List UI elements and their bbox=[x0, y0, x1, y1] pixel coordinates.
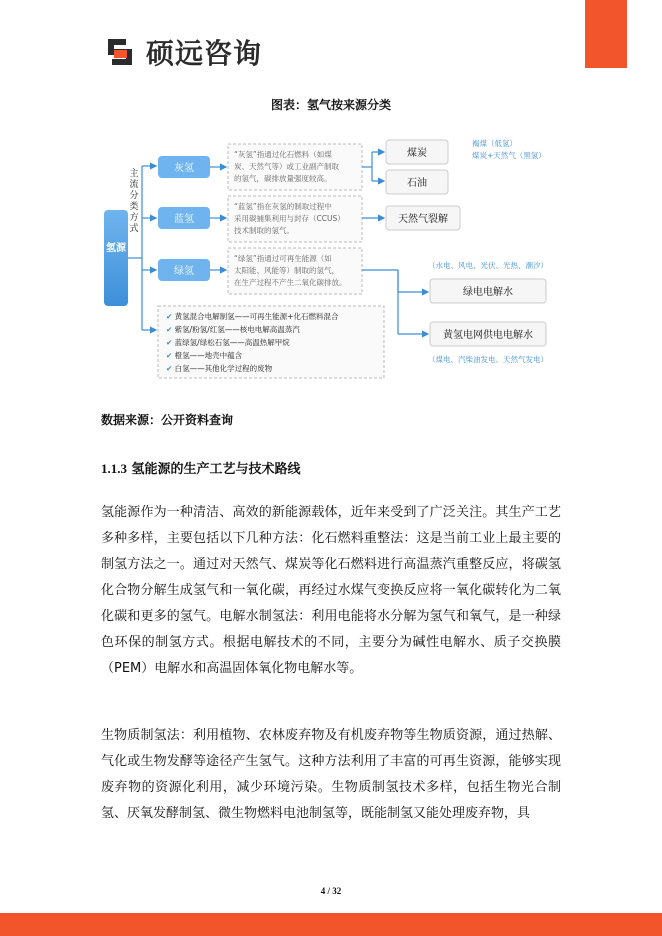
svg-text:流: 流 bbox=[129, 180, 139, 190]
svg-text:✔ 橙氢——地壳中蕴含: ✔ 橙氢——地壳中蕴含 bbox=[166, 351, 243, 360]
brand-name: 硕远咨询 bbox=[146, 37, 263, 70]
other-hydrogen-list bbox=[158, 306, 384, 378]
data-source-note: 数据来源：公开资料查询 bbox=[101, 413, 234, 427]
svg-text:✔ 白氢——其他化学过程的废物: ✔ 白氢——其他化学过程的废物 bbox=[166, 364, 273, 373]
svg-text:的氢气，碳排放量强度较高。: 的氢气，碳排放量强度较高。 bbox=[234, 174, 332, 183]
svg-text:分: 分 bbox=[129, 191, 139, 201]
svg-text:✔ 黄氢混合电解制氢——可再生能源+化石燃料混合: ✔ 黄氢混合电解制氢——可再生能源+化石燃料混合 bbox=[166, 312, 339, 321]
root-label: 氢源 bbox=[106, 243, 126, 254]
note-lignite: 褐煤（低氢） bbox=[472, 139, 517, 148]
output-natural-gas-cracking bbox=[386, 206, 460, 230]
grey-hydrogen-description bbox=[228, 144, 362, 190]
svg-text:“灰氢”指通过化石燃料（如煤: “灰氢”指通过化石燃料（如煤 bbox=[234, 150, 332, 159]
svg-text:“蓝氢”指在灰氢的制取过程中: “蓝氢”指在灰氢的制取过程中 bbox=[234, 202, 332, 211]
svg-text:煤炭: 煤炭 bbox=[407, 148, 427, 159]
green-hydrogen-description bbox=[228, 248, 362, 294]
brand-logo bbox=[104, 36, 262, 68]
branch-green bbox=[158, 259, 210, 281]
svg-text:✔ 紫氢/粉氢/红氢——核电电解高温蒸汽: ✔ 紫氢/粉氢/红氢——核电电解高温蒸汽 bbox=[166, 325, 300, 334]
svg-text:天然气裂解: 天然气裂解 bbox=[398, 214, 448, 225]
section-title: 氢能源的生产工艺与技术路线 bbox=[131, 462, 301, 477]
svg-text:“绿氢”指通过可再生能源（如: “绿氢”指通过可再生能源（如 bbox=[234, 254, 332, 263]
svg-text:绿氢: 绿氢 bbox=[174, 266, 194, 277]
hydrogen-classification-diagram bbox=[98, 130, 564, 382]
note-green-sources: （水电、风电、光伏、光热、潮汐） bbox=[428, 261, 548, 270]
root-node bbox=[104, 210, 128, 306]
footer-accent-bar bbox=[0, 913, 662, 936]
figure-title: 图表：氢气按来源分类 bbox=[270, 98, 391, 112]
brand-logo-icon bbox=[104, 36, 138, 68]
svg-text:式: 式 bbox=[129, 224, 139, 234]
svg-text:采用碳捕集利用与封存（CCUS）: 采用碳捕集利用与封存（CCUS） bbox=[234, 214, 345, 223]
svg-text:✔ 蓝绿氢/绿松石氢——高温热解甲烷: ✔ 蓝绿氢/绿松石氢——高温热解甲烷 bbox=[166, 338, 290, 347]
output-coal bbox=[386, 140, 448, 164]
svg-text:黄氢电网供电电解水: 黄氢电网供电电解水 bbox=[443, 330, 533, 341]
section-heading bbox=[101, 458, 301, 477]
blue-hydrogen-description bbox=[228, 196, 362, 242]
output-oil bbox=[386, 170, 448, 194]
note-black-hydrogen: 煤炭+天然气（黑氢） bbox=[472, 151, 546, 160]
svg-text:在生产过程不产生二氧化碳排放。: 在生产过程不产生二氧化碳排放。 bbox=[234, 278, 347, 287]
output-green-electrolysis bbox=[430, 279, 546, 303]
svg-text:灰氢: 灰氢 bbox=[174, 163, 194, 174]
svg-text:类: 类 bbox=[129, 202, 139, 212]
paragraph-biomass: 生物质制氢法：利用植物、农林废弃物及有机废弃物等生物质资源，通过热解、气化或生物发酵等途径产生氢气。这种方法利用了丰富的可再生资源，能够实现废弃物的资源化利用，减少环境污染。生物质制氢技术多样，包括生物光合制氢、厌氧发酵制氢、微生物燃料电池制氢等，既能制氢又能处理废弃物，具 bbox=[101, 728, 561, 821]
svg-text:炭、天然气等）或工业副产制取: 炭、天然气等）或工业副产制取 bbox=[234, 162, 339, 171]
branch-grey bbox=[158, 156, 210, 178]
svg-text:石油: 石油 bbox=[407, 178, 427, 189]
paragraph-production-methods: 氢能源作为一种清洁、高效的新能源载体，近年来受到了广泛关注。其生产工艺多种多样，主要包括以下几种方法：化石燃料重整法：这是当前工业上最主要的制氢方法之一。通过对天然气、煤炭等化石燃料进行高温蒸汽重整反应，将碳氢化合物分解生成氢气和一氧化碳，再经过水煤气变换反应将一氧化碳转化为二氧化碳和更多的氢气。电解水制氢法：利用电能将水分解为氢气和氧气，是一种绿色环保的制氢方式。根据电解技术的不同，主要分为碱性电解水、质子交换膜（PEM）电解水和高温固体氧化物电解水等。 bbox=[101, 505, 561, 676]
section-number: 1.1.3 bbox=[101, 461, 127, 476]
note-grid-sources: （煤电、汽柴油发电、天然气发电） bbox=[428, 355, 548, 364]
svg-text:蓝氢: 蓝氢 bbox=[174, 214, 194, 225]
corner-accent-tab bbox=[585, 0, 627, 68]
svg-text:方: 方 bbox=[129, 213, 139, 223]
svg-text:技术制取的氢气。: 技术制取的氢气。 bbox=[234, 226, 294, 235]
page-number: 4 / 32 bbox=[320, 886, 342, 896]
classification-axis-label bbox=[129, 167, 138, 234]
svg-text:太阳能、风能等）制取的氢气，: 太阳能、风能等）制取的氢气， bbox=[234, 266, 339, 275]
output-yellow-grid-electrolysis bbox=[430, 322, 546, 346]
svg-text:绿电电解水: 绿电电解水 bbox=[463, 287, 513, 298]
branch-blue bbox=[158, 207, 210, 229]
svg-text:主: 主 bbox=[129, 169, 139, 179]
